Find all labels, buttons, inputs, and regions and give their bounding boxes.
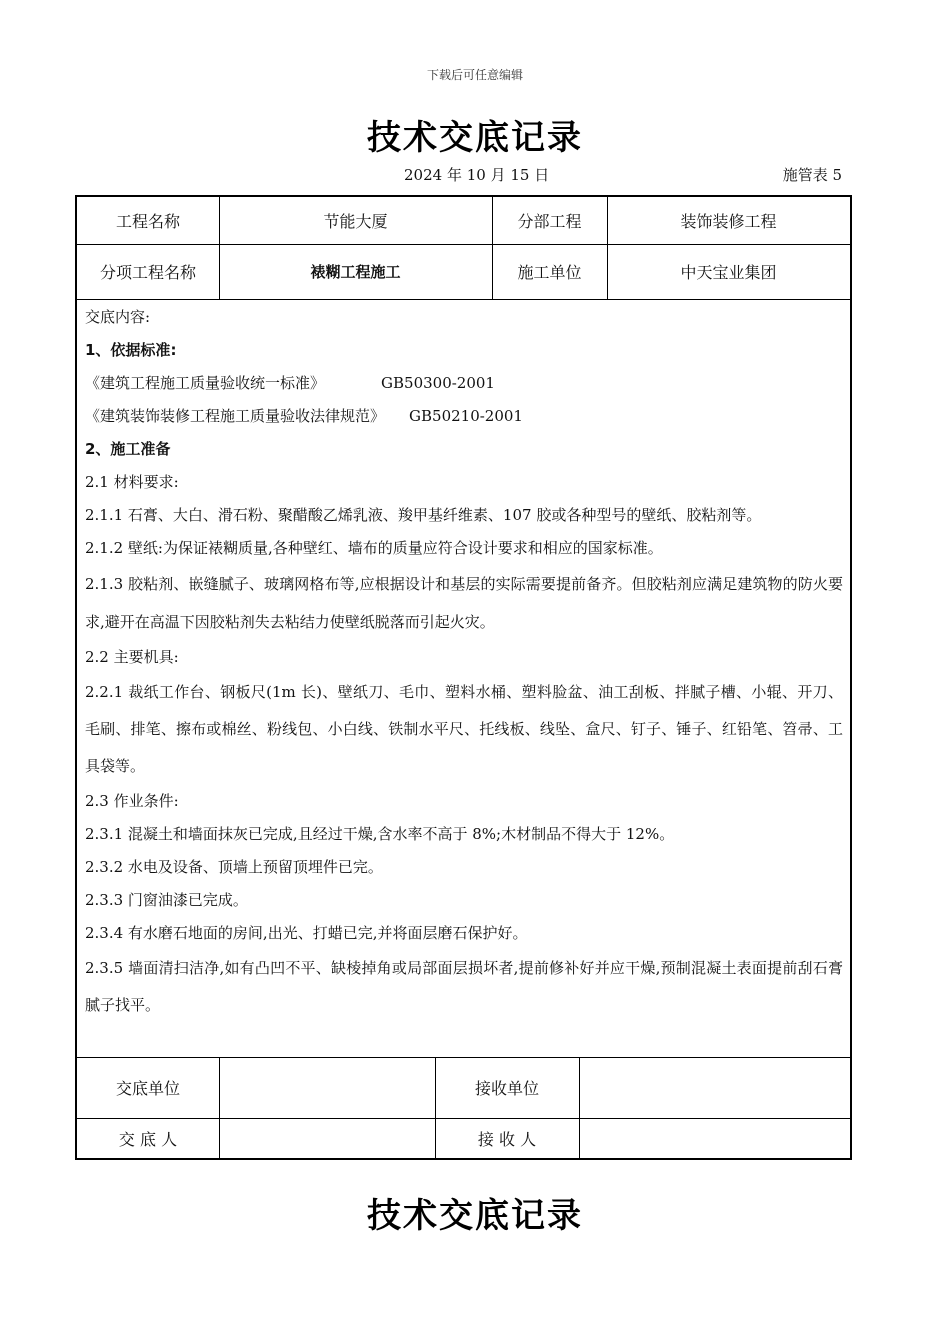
division-label: 分部工程 xyxy=(517,212,582,231)
issuer-label: 交 底 人 xyxy=(118,1129,178,1149)
paragraph-2-1: 2.1 材料要求: xyxy=(85,473,179,491)
section-heading-2: 2、施工准备 xyxy=(85,440,171,458)
receiver-unit-label: 接收单位 xyxy=(474,1079,539,1098)
standard-2-code: GB50210-2001 xyxy=(409,407,523,425)
division-value: 装饰装修工程 xyxy=(680,212,777,231)
receiver-label: 接 收 人 xyxy=(477,1129,537,1149)
project-name-value: 节能大厦 xyxy=(323,212,388,231)
paragraph-2-2-1: 2.2.1 裁纸工作台、钢板尺(1m 长)、壁纸刀、毛巾、塑料水桶、塑料脸盆、油工刮板、拌腻子槽、小辊、开刀、毛刷、排笔、擦布或棉丝、粉线包、小白线、铁制水平尺、托线板、线坠、盒尺、钉子、锤子、红铅笔、笤帚、工具袋等。 xyxy=(85,683,843,775)
paragraph-2-2: 2.2 主要机具: xyxy=(85,648,179,666)
issuer-unit-label: 交底单位 xyxy=(115,1079,180,1098)
date: 2024 年 10 月 15 日 xyxy=(404,166,550,184)
standard-2-name: 《建筑装饰装修工程施工质量验收法律规范》 xyxy=(85,407,386,425)
contractor-label: 施工单位 xyxy=(517,263,582,282)
paragraph-2-3-3: 2.3.3 门窗油漆已完成。 xyxy=(85,891,248,909)
form-number: 施管表 5 xyxy=(782,166,842,184)
paragraph-2-3-1: 2.3.1 混凝土和墙面抹灰已完成,且经过干燥,含水率不高于 8%;木材制品不得大于 12%。 xyxy=(85,825,675,843)
content-intro: 交底内容: xyxy=(85,308,151,326)
standard-1-name: 《建筑工程施工质量验收统一标准》 xyxy=(85,374,326,392)
contractor-value: 中天宝业集团 xyxy=(680,263,777,282)
next-page-title: 技术交底记录 xyxy=(367,1196,583,1236)
paragraph-2-3: 2.3 作业条件: xyxy=(85,792,179,810)
subitem-value: 裱糊工程施工 xyxy=(310,263,401,281)
row-divider xyxy=(77,299,850,300)
standard-1-code: GB50300-2001 xyxy=(381,374,495,392)
page-title: 技术交底记录 xyxy=(367,118,583,158)
issuer-field[interactable] xyxy=(219,1118,435,1158)
project-name-label: 工程名称 xyxy=(115,212,180,231)
paragraph-2-3-2: 2.3.2 水电及设备、顶墙上预留顶埋件已完。 xyxy=(85,858,383,876)
disclosure-form xyxy=(75,195,852,1160)
section-heading-1: 1、依据标准: xyxy=(85,341,177,359)
receiver-field[interactable] xyxy=(579,1118,850,1158)
paragraph-2-1-2: 2.1.2 壁纸:为保证裱糊质量,各种壁红、墙布的质量应符合设计要求和相应的国家标准。 xyxy=(85,539,663,557)
standard-1 xyxy=(85,367,843,400)
header-note: 下载后可任意编辑 xyxy=(426,68,523,82)
issuer-unit-field[interactable] xyxy=(219,1057,435,1118)
standard-2 xyxy=(85,400,843,433)
subitem-label: 分项工程名称 xyxy=(99,263,196,282)
paragraph-2-3-4: 2.3.4 有水磨石地面的房间,出光、打蜡已完,并将面层磨石保护好。 xyxy=(85,924,528,942)
paragraph-2-1-3: 2.1.3 胶粘剂、嵌缝腻子、玻璃网格布等,应根据设计和基层的实际需要提前备齐。但胶粘剂应满足建筑物的防火要求,避开在高温下因胶粘剂失去粘结力使壁纸脱落而引起火灾。 xyxy=(85,575,843,631)
paragraph-2-1-1: 2.1.1 石膏、大白、滑石粉、聚醋酸乙烯乳液、羧甲基纤维素、107 胶或各种型号的壁纸、胶粘剂等。 xyxy=(85,506,762,524)
disclosure-content xyxy=(85,301,843,1024)
paragraph-2-3-5: 2.3.5 墙面清扫洁净,如有凸凹不平、缺棱掉角或局部面层损坏者,提前修补好并应干燥,预制混凝土表面提前刮石膏腻子找平。 xyxy=(85,959,843,1014)
receiver-unit-field[interactable] xyxy=(579,1057,850,1118)
